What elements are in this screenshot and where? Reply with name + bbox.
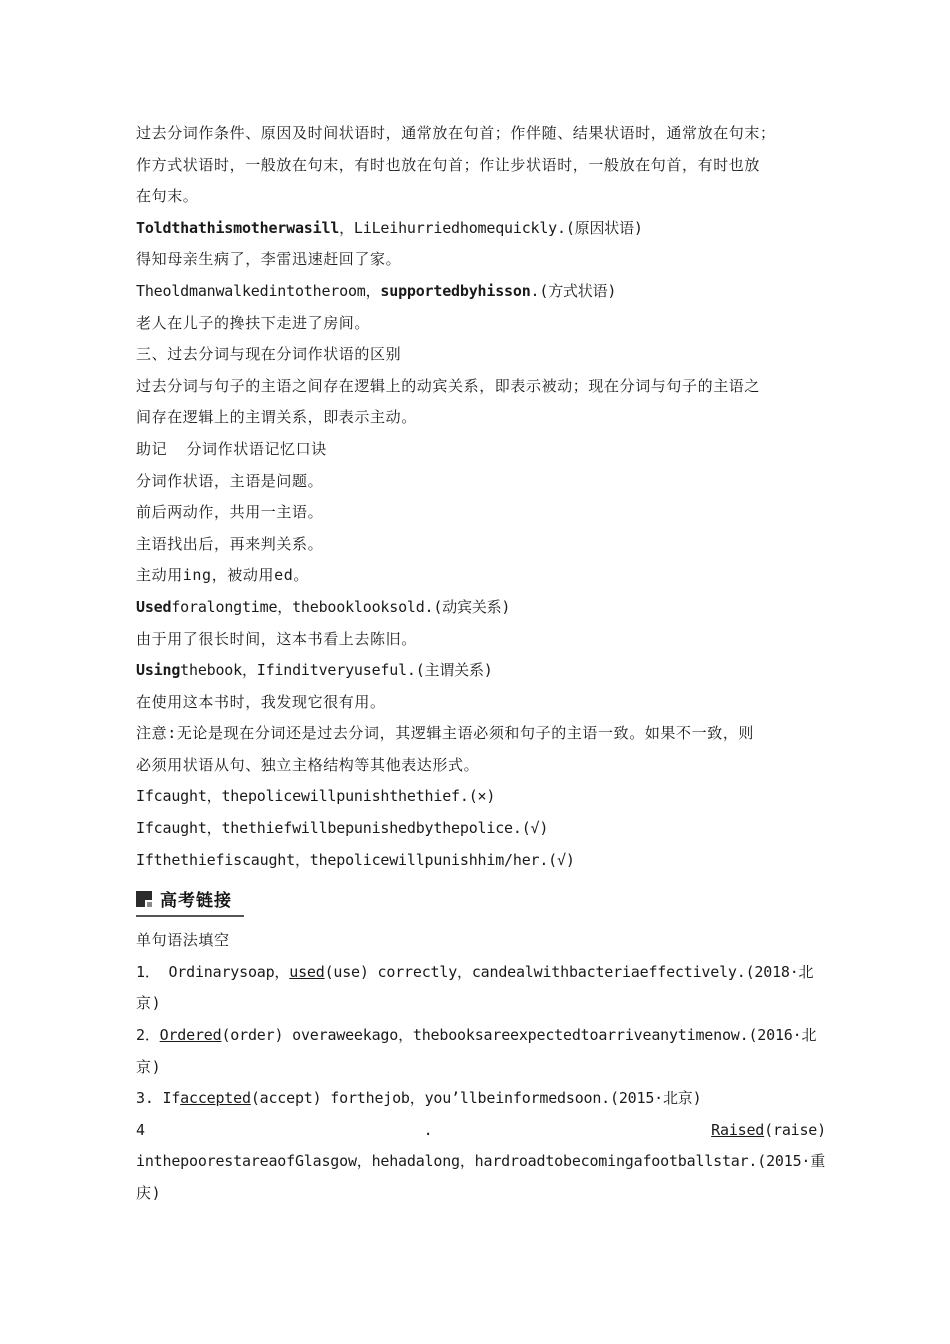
note-line-2: 必须用状语从句、独立主格结构等其他表达形式。: [136, 755, 480, 774]
example-4-rest: thebook，Ifinditveryuseful.(主谓关系): [180, 661, 493, 680]
mnemonic-line-3: 主语找出后，再来判关系。: [136, 534, 324, 553]
question-3-answer: accepted: [180, 1089, 251, 1108]
question-2-continuation: 京): [136, 1057, 162, 1076]
question-1-pre: 1． Ordinarysoap，: [136, 962, 290, 981]
question-1-continuation: 京): [136, 994, 162, 1013]
example-2-post: .(方式状语): [530, 281, 617, 300]
question-4-line-2: inthepoorestareaofGlasgow，hehadalong，hardroadtobecomingafootballstar.(2015·重: [136, 1152, 826, 1171]
question-4-blank: [711, 1115, 826, 1147]
example-3-participle: Used: [136, 597, 172, 616]
gaokao-section-header: [136, 886, 244, 917]
question-3: [136, 1083, 826, 1115]
question-1: [136, 957, 826, 989]
example-1-participle: Toldthathismotherwasill: [136, 218, 340, 237]
question-4-dot: .: [423, 1120, 433, 1139]
gaokao-section-title: 高考链接: [160, 891, 232, 912]
question-4: [136, 1115, 826, 1147]
mnemonic-title: 助记 分词作状语记忆口诀: [136, 439, 327, 458]
example-3-rest: foralongtime，thebooklooksold.(动宾关系): [171, 597, 511, 616]
question-3-pre: 3. If: [136, 1089, 181, 1108]
example-2-translation: 老人在儿子的搀扶下走进了房间。: [136, 313, 371, 332]
mnemonic-line-1: 分词作状语，主语是问题。: [136, 471, 324, 490]
example-4-participle: Using: [136, 661, 181, 680]
section-3-line-1: 过去分词与句子的主语之间存在逻辑上的动宾关系，即表示被动；现在分词与句子的主语之: [136, 376, 761, 395]
mnemonic-line-4: 主动用ing，被动用ed。: [136, 566, 309, 585]
question-2: [136, 1020, 826, 1052]
note-sentence-1: Ifcaught，thepolicewillpunishthethief.(×): [136, 787, 496, 806]
example-4-translation: 在使用这本书时，我发现它很有用。: [136, 692, 386, 711]
mnemonic-line-2: 前后两动作，共用一主语。: [136, 503, 324, 522]
example-2-participle: supportedbyhisson: [380, 281, 531, 300]
example-2-pre: Theoldmanwalkedintotheroom，: [136, 281, 381, 300]
section-3-heading: 三、过去分词与现在分词作状语的区别: [136, 345, 402, 364]
example-1-rest: ，LiLeihurriedhomequickly.(原因状语): [339, 218, 643, 237]
intro-line-3: 在句末。: [136, 187, 199, 206]
intro-line-2: 作方式状语时，一般放在句末，有时也放在句首；作让步状语时，一般放在句首，有时也放: [136, 155, 761, 174]
example-3-translation: 由于用了很长时间，这本书看上去陈旧。: [136, 629, 417, 648]
question-1-answer: used: [289, 962, 325, 981]
example-1-sentence: [136, 213, 826, 245]
question-4-post: (raise): [764, 1120, 826, 1139]
example-3-sentence: [136, 592, 826, 624]
question-1-post: (use) correctly，candealwithbacteriaeffectively.(2018·北: [324, 962, 814, 981]
question-4-continuation: 庆): [136, 1184, 162, 1202]
example-4-sentence: [136, 655, 826, 687]
section-square-icon: [136, 891, 152, 907]
example-1-translation: 得知母亲生病了，李雷迅速赶回了家。: [136, 250, 402, 269]
note-sentence-2: Ifcaught，thethiefwillbepunishedbythepolice.(√): [136, 819, 549, 838]
document-page: [136, 118, 826, 1210]
question-4-number: 4: [136, 1120, 145, 1139]
question-4-answer: Raised: [711, 1120, 765, 1139]
intro-line-1: 过去分词作条件、原因及时间状语时，通常放在句首；作伴随、结果状语时，通常放在句末；: [136, 124, 776, 142]
note-sentence-3: Ifthethiefiscaught，thepolicewillpunishhim/her.(√): [136, 850, 575, 869]
section-3-line-2: 间存在逻辑上的主谓关系，即表示主动。: [136, 408, 417, 427]
question-2-pre: 2．: [136, 1026, 160, 1045]
question-2-post: (order) overaweekago，thebooksareexpectedtoarriveanytimenow.(2016·北: [221, 1026, 817, 1045]
note-line-1: 注意:无论是现在分词还是过去分词，其逻辑主语必须和句子的主语一致。如果不一致，则: [136, 724, 755, 743]
example-2-sentence: [136, 276, 826, 308]
question-2-answer: Ordered: [159, 1026, 222, 1045]
question-3-post: (accept) forthejob，you’llbeinformedsoon.(2015·北京): [250, 1089, 702, 1108]
exercise-subtitle: 单句语法填空: [136, 931, 230, 950]
